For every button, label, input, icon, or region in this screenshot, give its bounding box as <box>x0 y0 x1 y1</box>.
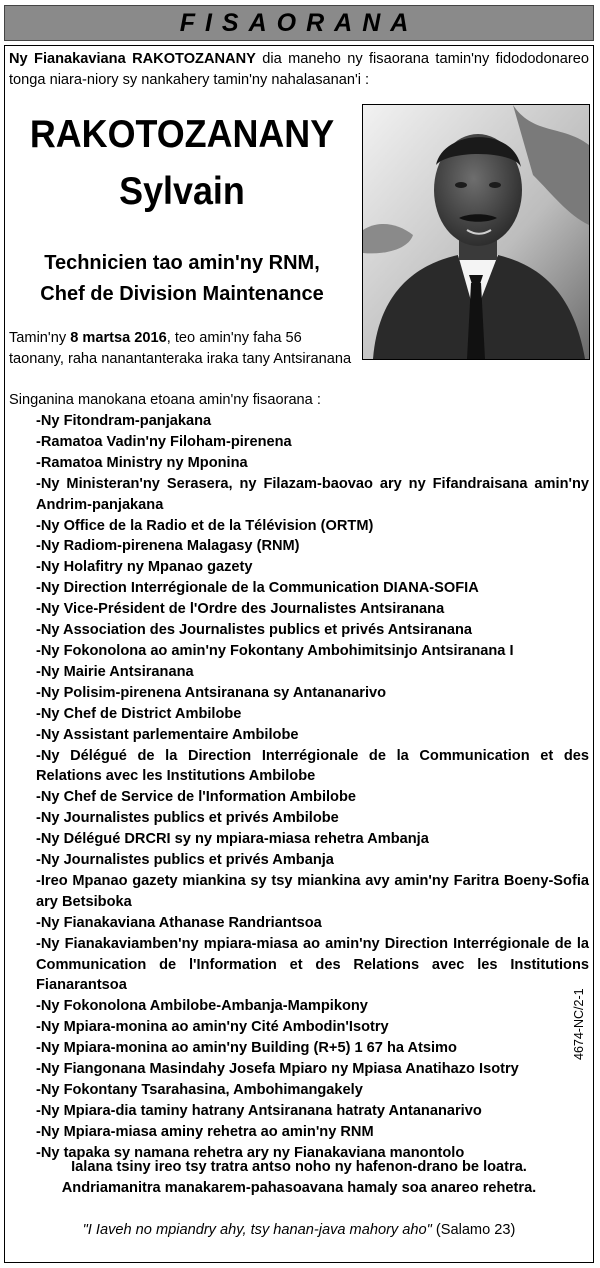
thanks-intro: Singanina manokana etoana amin'ny fisaorana : <box>9 392 321 408</box>
death-suffix: , teo amin'ny faha 56 taonany, raha nanantanteraka iraka tany Antsiranana <box>9 330 352 367</box>
portrait-illustration <box>363 105 589 359</box>
family-name: Ny Fianakaviana RAKOTOZANANY <box>9 51 256 67</box>
quote-text: "I Iaveh no mpiandry ahy, tsy hanan-java mahory aho" <box>82 1222 432 1238</box>
reference-code: 4674-NC/2-1 <box>572 988 586 1060</box>
thanks-list-item: -Ireo Mpanao gazety miankina sy tsy miankina avy amin'ny Faritra Boeny-Sofia ary Betsiboka <box>36 872 589 910</box>
thanks-list-item: -Ny Chef de District Ambilobe <box>36 705 242 722</box>
thanks-list-item: -Ny Mpiara-dia taminy hatrany Antsiranana hatraty Antananarivo <box>36 1102 482 1119</box>
thanks-list-item: -Ny Holafitry ny Mpanao gazety <box>36 559 253 576</box>
thanks-list-item: -Ny Délégué de la Direction Interrégionale de la Communication et des Relations avec les Institutions Ambilobe <box>36 747 589 785</box>
death-notice <box>9 328 359 370</box>
thanks-list-item: -Ny Office de la Radio et de la Télévision (ORTM) <box>36 517 374 534</box>
thanks-list-item: -Ny Association des Journalistes publics et privés Antsiranana <box>36 622 473 639</box>
thanks-list-item: -Ny Chef de Service de l'Information Ambilobe <box>36 789 356 806</box>
role-line-2: Chef de Division Maintenance <box>40 283 324 305</box>
thanks-list-item: -Ny Journalistes publics et privés Ambilobe <box>36 810 339 827</box>
thanks-list-item: -Ny Ministeran'ny Serasera, ny Filazam-baovao ary ny Fifandraisana amin'ny Andrim-panjakana <box>36 475 589 513</box>
thanks-list <box>36 411 589 1164</box>
thanks-list-item: -Ny Fianakaviana Athanase Randriantsoa <box>36 914 322 931</box>
thanks-list-item: -Ny Mpiara-monina ao amin'ny Cité Ambodin'Isotry <box>36 1019 389 1036</box>
intro-paragraph <box>9 49 589 91</box>
role-line-1: Technicien tao amin'ny RNM, <box>44 252 320 274</box>
deceased-firstname: Sylvain <box>119 170 245 213</box>
thanks-list-item: -Ny Vice-Président de l'Ordre des Journalistes Antsiranana <box>36 601 445 618</box>
thanks-list-item: -Ny Mairie Antsiranana <box>36 663 194 680</box>
deceased-surname: RAKOTOZANANY <box>29 113 335 156</box>
thanks-list-item: -Ny Journalistes publics et privés Ambanja <box>36 852 334 869</box>
thanks-list-item: -Ny Mpiara-miasa aminy rehetra ao amin'ny RNM <box>36 1123 374 1140</box>
thanks-list-item: -Ny Délégué DRCRI sy ny mpiara-miasa rehetra Ambanja <box>36 831 429 848</box>
banner-title: FISAORANA <box>4 5 594 41</box>
closing-line-1: Ialana tsiny ireo tsy tratra antso noho ny hafenon-drano be loatra. <box>71 1159 527 1175</box>
death-date: 8 martsa 2016 <box>70 330 167 346</box>
scripture-quote <box>9 1220 589 1241</box>
thanks-list-item: -Ny Polisim-pirenena Antsiranana sy Antananarivo <box>36 684 387 701</box>
quote-source: (Salamo 23) <box>431 1222 516 1238</box>
thanks-list-item: -Ny Radiom-pirenena Malagasy (RNM) <box>36 538 300 555</box>
thanks-list-item: -Ny tapaka sy namana rehetra ary ny Fianakaviana manontolo <box>36 1144 465 1161</box>
closing-line-2: Andriamanitra manakarem-pahasoavana hamaly soa anareo rehetra. <box>61 1180 537 1196</box>
death-prefix: Tamin'ny <box>9 330 71 346</box>
portrait-photo <box>362 104 590 360</box>
thanks-list-item: -Ny Fiangonana Masindahy Josefa Mpiaro ny Mpiasa Anatihazo Isotry <box>36 1061 519 1078</box>
closing-text <box>9 1157 589 1199</box>
thanks-list-item: -Ny Fokonolona Ambilobe-Ambanja-Mampikony <box>36 998 368 1015</box>
thanks-list-item: -Ny Fianakaviamben'ny mpiara-miasa ao amin'ny Direction Interrégionale de la Communication de l'Information et des Relations avec les Institutions Fianarantsoa <box>36 935 589 994</box>
thanks-list-item: -Ramatoa Ministry ny Mponina <box>36 454 248 471</box>
intro-text: dia maneho ny fisaorana tamin'ny fidododonareo tonga niara-niory sy nankahery tamin'ny nahalasanan'i : <box>9 51 589 88</box>
deceased-role <box>12 248 352 310</box>
thanks-list-item: -Ramatoa Vadin'ny Filoham-pirenena <box>36 433 292 450</box>
thanks-list-item: -Ny Fokontany Tsarahasina, Ambohimangakely <box>36 1082 363 1098</box>
thanks-list-item: -Ny Mpiara-monina ao amin'ny Building (R+5) 1 67 ha Atsimo <box>36 1040 457 1057</box>
thanks-list-item: -Ny Direction Interrégionale de la Communication DIANA-SOFIA <box>36 580 479 597</box>
thanks-list-item: -Ny Fokonolona ao amin'ny Fokontany Ambohimitsinjo Antsiranana I <box>36 642 514 659</box>
thanks-list-item: -Ny Assistant parlementaire Ambilobe <box>36 726 299 743</box>
thanks-list-item: -Ny Fitondram-panjakana <box>36 413 212 429</box>
